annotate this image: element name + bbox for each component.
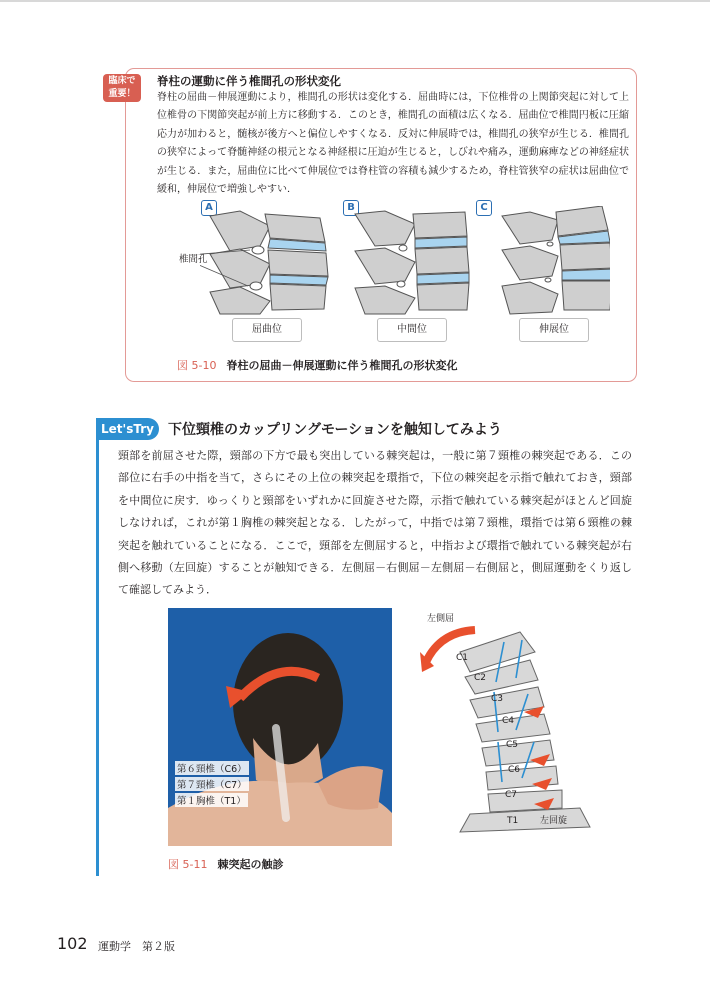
figure-label-a: A <box>201 200 217 216</box>
vertebral-foramen-label: 椎間孔 <box>179 254 208 265</box>
figure-label-b: B <box>343 200 359 216</box>
clinical-title: 脊柱の運動に伴う椎間孔の形状変化 <box>157 74 341 88</box>
caption-extension: 伸展位 <box>519 318 589 342</box>
vertebra-c7: C7 <box>505 790 518 800</box>
letstry-body: 頸部を前屈させた際，頸部の下方で最も突出している棘突起は，一般に第７頸椎の棘突起である．この部位に右手の中指を当て，さらにその上位の棘突起を環指で，下位の棘突起を示指で触れておき，頸部を中間位に戻す．ゆっくりと頸部をいずれかに回旋させた際，示指で触れている棘突起がほとんど回旋しなければ，これが第１胸椎の棘突起となる．したがって，中指では第７頸椎，環指では第６頸椎の棘突起を触れていることになる．ここで，頸部を左側屈すると，中指および環指で触れている棘突起が右側へ移動（左回旋）することが触知できる．左側屈－右側屈－左側屈－右側屈と，側屈運動をくり返して確認してみよう． <box>118 449 632 597</box>
left-rotation-label: 左回旋 <box>540 816 568 826</box>
figure-title: 棘突起の触診 <box>217 858 284 871</box>
figure-5-11-caption <box>168 856 283 872</box>
clinical-body: 脊柱の屈曲－伸展運動により，椎間孔の形状は変化する．屈曲時には，下位椎骨の上関節突起に対して上位椎骨の下関節突起が前上方に移動する．このとき，椎間孔の面積は広くなる．屈曲位で椎間円板に圧縮応力が加わると，髄核が後方へと偏位しやすくなる．反対に伸展時では，椎間孔の狭窄が生じる．椎間孔の狭窄によって脊髄神経の根元となる神経根に圧迫が生じると，しびれや痛み，運動麻痺などの神経症状が生じる．また，屈曲位に比べて伸展位では脊柱管の容積も減少するため，脊柱管狭窄の症状は屈曲位で緩和，伸展位で増強しやすい． <box>157 92 629 196</box>
figure-label-c: C <box>476 200 492 216</box>
book-title: 運動学 第２版 <box>98 940 175 953</box>
left-lateral-flexion-label: 左側屈 <box>427 614 455 624</box>
top-rule <box>0 0 710 2</box>
figure-number: 図 5-10 <box>177 359 217 372</box>
clinical-badge <box>103 74 141 102</box>
neck-photo <box>168 608 392 846</box>
caption-neutral: 中間位 <box>377 318 447 342</box>
letstry-title: 下位頸椎のカップリングモーションを触知してみよう <box>168 422 502 438</box>
vertebra-c6: C6 <box>508 765 521 775</box>
badge-line1: 臨床で <box>108 76 136 86</box>
vertebra-c1: C1 <box>456 653 469 663</box>
label-c7: 第７頸椎（C7） <box>175 777 249 791</box>
vertebra-c2: C2 <box>474 673 487 683</box>
vertebra-c5: C5 <box>506 740 519 750</box>
letstry-bar <box>96 418 99 876</box>
vertebra-t1: T1 <box>507 816 519 826</box>
spine-neutral-illustration <box>355 211 469 314</box>
figure-5-10-caption <box>177 357 457 373</box>
spine-illustrations <box>200 206 610 316</box>
cervical-spine-diagram <box>420 622 600 842</box>
figure-number: 図 5-11 <box>168 858 208 871</box>
vertebra-c4: C4 <box>502 716 515 726</box>
badge-line2: 重要！ <box>108 89 136 99</box>
label-c6: 第６頸椎（C6） <box>175 761 249 775</box>
label-t1: 第１胸椎（T1） <box>175 793 248 807</box>
figure-title: 脊柱の屈曲－伸展運動に伴う椎間孔の形状変化 <box>226 359 458 372</box>
spine-extension-illustration <box>502 206 610 314</box>
letstry-badge: Let'sTry <box>96 418 159 440</box>
spine-flexion-illustration <box>200 211 328 314</box>
neck-photo-illustration <box>168 608 392 846</box>
caption-flexion: 屈曲位 <box>232 318 302 342</box>
page-number: 102 <box>57 934 88 953</box>
vertebra-c3: C3 <box>491 694 504 704</box>
